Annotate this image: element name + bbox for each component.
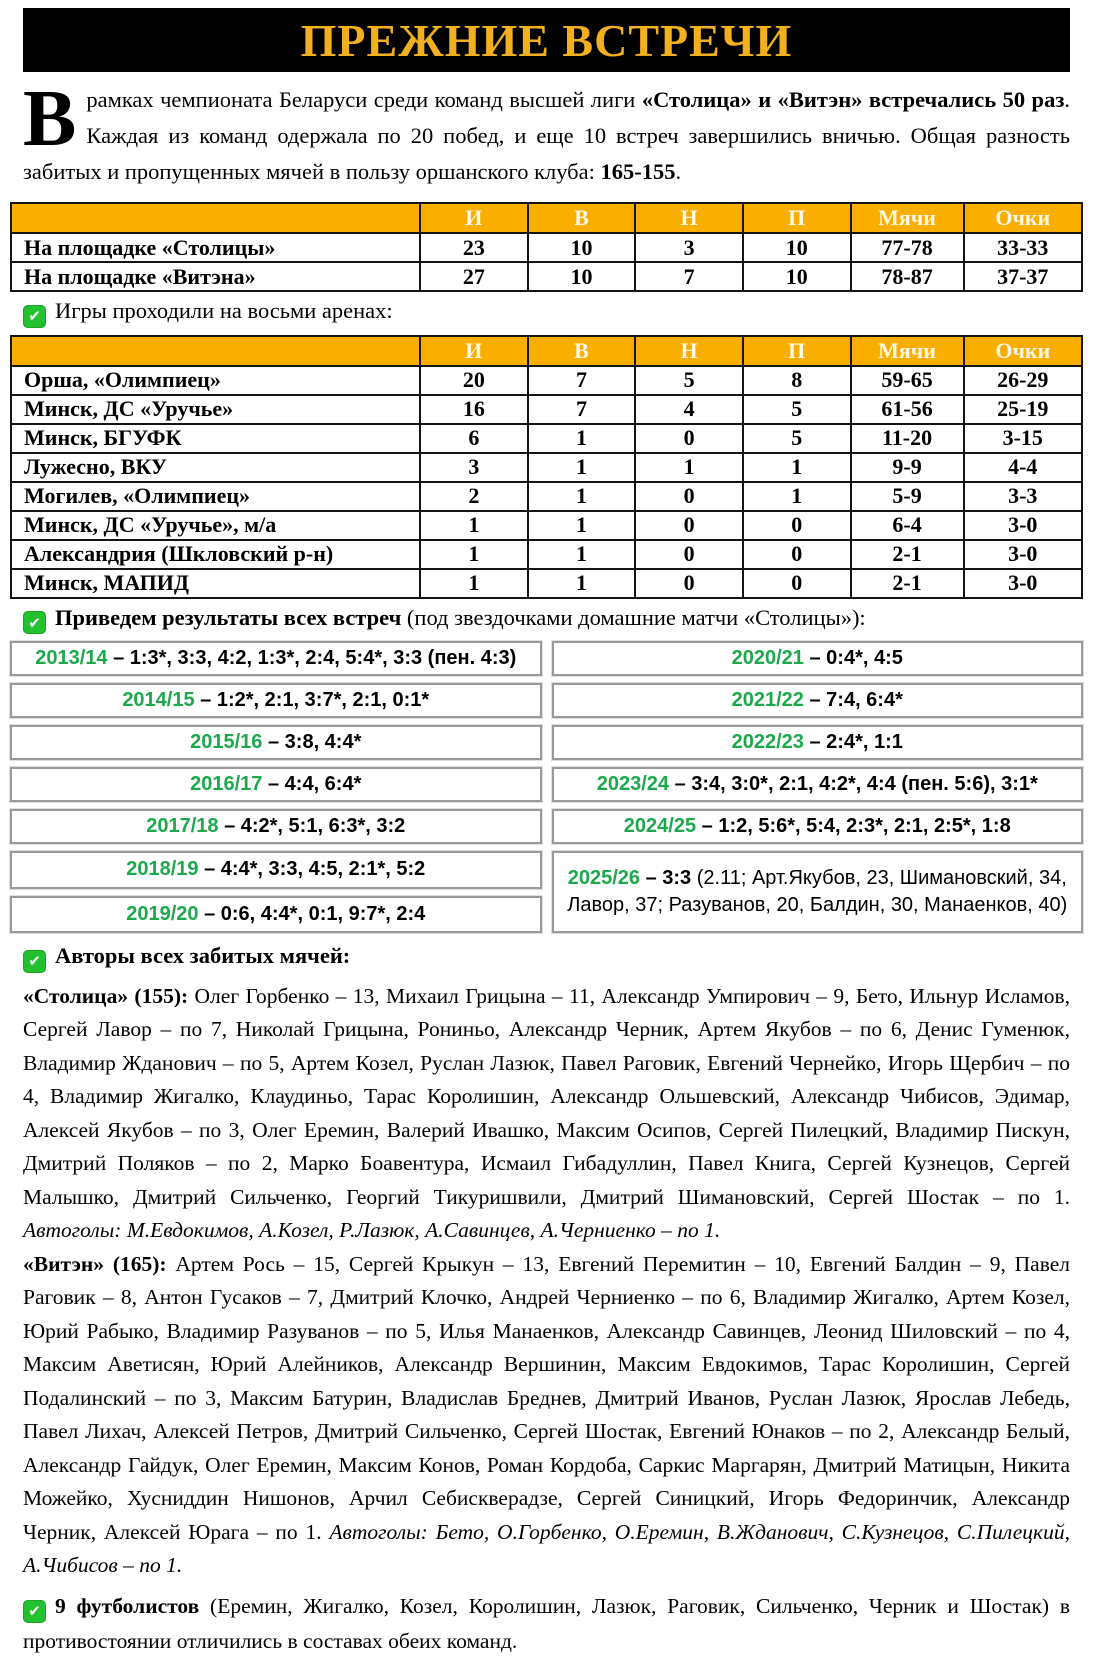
cell: 3-0	[964, 540, 1082, 569]
season-results-grid	[10, 641, 1083, 933]
season-row	[552, 851, 1084, 933]
cell: 7	[528, 395, 636, 424]
table-row	[11, 511, 1082, 540]
cell: 2-1	[851, 540, 964, 569]
table-row	[11, 424, 1082, 453]
both-teams-bold: 9 футболистов	[55, 1593, 200, 1618]
season-scores: – 0:4*, 4:5	[809, 647, 903, 669]
table-row	[11, 395, 1082, 424]
arenas-heading	[23, 298, 1070, 328]
row-label: На площадке «Витэна»	[11, 262, 420, 291]
stolitsa-own-goals: Автоголы: М.Евдокимов, А.Козел, Р.Лазюк, А.Савинцев, А.Черниенко – по 1.	[23, 1218, 721, 1242]
season-column-right	[552, 641, 1084, 933]
season-scores: – 1:3*, 3:3, 4:2, 1:3*, 2:4, 5:4*, 3:3 (пен. 4:3)	[113, 647, 517, 669]
cell: 23	[420, 233, 528, 262]
season-row	[10, 851, 542, 889]
season-label: 2020/21	[731, 647, 804, 669]
season-row	[10, 725, 542, 760]
intro-paragraph	[23, 75, 1070, 190]
cell: 0	[635, 511, 743, 540]
season-scores: – 0:6, 4:4*, 0:1, 9:7*, 2:4	[204, 902, 426, 925]
cell: 3-3	[964, 482, 1082, 511]
row-label: Орша, «Олимпиец»	[11, 366, 420, 395]
cell: 3-0	[964, 511, 1082, 540]
table-row	[11, 262, 1082, 291]
results-heading-bold: Приведем результаты всех встреч	[55, 604, 402, 630]
cell: 1	[528, 453, 636, 482]
cell: 3	[420, 453, 528, 482]
cell: 1	[528, 540, 636, 569]
cell: 1	[528, 482, 636, 511]
check-icon: ✔	[23, 305, 46, 328]
table-row	[11, 540, 1082, 569]
season-label: 2022/23	[731, 731, 804, 753]
h2h-table	[10, 202, 1083, 292]
intro-text-3: .	[675, 159, 682, 184]
row-label: Лужесно, ВКУ	[11, 453, 420, 482]
authors-heading	[23, 943, 1070, 973]
results-heading-rest: (под звездочками домашние матчи «Столицы»):	[406, 604, 866, 630]
season-label: 2024/25	[623, 815, 697, 837]
cell: 1	[743, 453, 851, 482]
header-empty	[11, 336, 420, 366]
season-label: 2016/17	[190, 773, 263, 795]
table-row	[11, 453, 1082, 482]
cell: 78-87	[851, 262, 964, 291]
season-row	[10, 809, 542, 844]
cell: 33-33	[964, 233, 1082, 262]
stolitsa-scorers: Олег Горбенко – 13, Михаил Грицына – 11, Александр Умпирович – 9, Бето, Ильнур Исламов, Сергей Лавор – по 7, Николай Грицына, Рониньо, Александр Черник, Артем Якубов – по 6, Денис Гуменюк, Владимир Жданович – по 5, Артем Козел, Руслан Лазюк, Павел Раговик, Евгений Чернейко, Игорь Щербич – по 4, Владимир Жигалко, Клаудиньо, Тарас Королишин, Александр Ольшевский, Александр Чибисов, Эдимар, Алексей Якубов – по 3, Олег Еремин, Валерий Ивашко, Максим Осипов, Сергей Пилецкий, Владимир Пискун, Дмитрий Поляков – по 2, Марко Боавентура, Исмаил Гибадуллин, Павел Книга, Сергей Кузнецов, Сергей Малышко, Дмитрий Сильченко, Георгий Тикуришвили, Дмитрий Шимановский, Сергей Шостак – по 1.	[23, 983, 1071, 1209]
season-label: 2014/15	[122, 689, 195, 711]
season-column-left	[10, 641, 542, 933]
header-points: Очки	[964, 203, 1082, 233]
cell: 1	[528, 569, 636, 598]
cell: 5	[743, 424, 851, 453]
cell: 0	[635, 424, 743, 453]
cell: 1	[528, 511, 636, 540]
cell: 59-65	[851, 366, 964, 395]
results-heading	[23, 605, 1070, 635]
row-label: Минск, ДС «Уручье»	[11, 395, 420, 424]
row-label: Александрия (Шкловский р-н)	[11, 540, 420, 569]
season-label: 2025/26	[567, 867, 641, 889]
header-games: И	[420, 336, 528, 366]
cell: 10	[528, 233, 636, 262]
season-scores: – 3:4, 3:0*, 2:1, 4:2*, 4:4 (пен. 5:6), 3:1*	[674, 773, 1038, 795]
header-draws: Н	[635, 203, 743, 233]
cell: 6-4	[851, 511, 964, 540]
cell: 61-56	[851, 395, 964, 424]
season-scores: – 2:4*, 1:1	[809, 731, 903, 753]
intro-text-bold-1: «Столица» и «Витэн» встречались 50 раз	[641, 87, 1065, 112]
season-row	[552, 683, 1084, 718]
cell: 26-29	[964, 366, 1082, 395]
season-row	[552, 767, 1084, 802]
row-label: Минск, ДС «Уручье», м/а	[11, 511, 420, 540]
header-wins: В	[528, 203, 636, 233]
season-scores: – 4:4, 6:4*	[267, 773, 362, 795]
season-scores: – 7:4, 6:4*	[809, 689, 903, 711]
table-row	[11, 366, 1082, 395]
season-label: 2013/14	[35, 647, 108, 669]
check-icon: ✔	[23, 1600, 46, 1623]
row-label: Минск, БГУФК	[11, 424, 420, 453]
row-label: Минск, МАПИД	[11, 569, 420, 598]
header-points: Очки	[964, 336, 1082, 366]
cell: 10	[743, 262, 851, 291]
cell: 5	[635, 366, 743, 395]
cell: 4-4	[964, 453, 1082, 482]
check-icon: ✔	[23, 950, 46, 973]
cell: 0	[635, 482, 743, 511]
cell: 16	[420, 395, 528, 424]
arenas-header-row	[11, 336, 1082, 366]
cell: 8	[743, 366, 851, 395]
cell: 6	[420, 424, 528, 453]
cell: 10	[743, 233, 851, 262]
stolitsa-scorers-paragraph	[23, 980, 1070, 1248]
title-banner	[23, 8, 1070, 72]
check-icon: ✔	[23, 611, 46, 634]
header-draws: Н	[635, 336, 743, 366]
cell: 0	[635, 569, 743, 598]
row-label: Могилев, «Олимпиец»	[11, 482, 420, 511]
header-losses: П	[743, 336, 851, 366]
viten-own-goals: Автоголы: Бето, О.Горбенко, О.Еремин, В.Жданович, С.Кузнецов, С.Пилецкий, А.Чибисов – по 1.	[23, 1519, 1070, 1577]
season-scores: – 4:2*, 5:1, 6:3*, 3:2	[224, 815, 406, 837]
arenas-table	[10, 335, 1083, 599]
season-scores: – 4:4*, 3:3, 4:5, 2:1*, 5:2	[204, 858, 426, 881]
season-row	[10, 641, 542, 676]
viten-scorers-paragraph	[23, 1248, 1070, 1583]
intro-text-bold-2: 165-155	[600, 159, 676, 184]
authors-heading-label: Авторы всех забитых мячей:	[55, 943, 351, 968]
cell: 1	[420, 511, 528, 540]
header-goals: Мячи	[851, 336, 964, 366]
season-label: 2019/20	[126, 902, 199, 925]
cell: 77-78	[851, 233, 964, 262]
cell: 2-1	[851, 569, 964, 598]
header-goals: Мячи	[851, 203, 964, 233]
both-teams-rest: (Еремин, Жигалко, Козел, Королишин, Лазюк, Раговик, Сильченко, Черник и Шостак) в противостоянии отличились в составах обеих команд.	[23, 1593, 1071, 1653]
cell: 11-20	[851, 424, 964, 453]
season-scores: – 3:3	[645, 867, 692, 889]
header-losses: П	[743, 203, 851, 233]
cell: 0	[743, 540, 851, 569]
season-scores: – 1:2*, 2:1, 3:7*, 2:1, 0:1*	[200, 689, 430, 711]
header-games: И	[420, 203, 528, 233]
h2h-header-row	[11, 203, 1082, 233]
viten-scorers: Артем Рось – 15, Сергей Крыкун – 13, Евгений Перемитин – 10, Евгений Балдин – 9, Павел Раговик – 8, Антон Гусаков – 7, Дмитрий Клочко, Андрей Черниенко – по 6, Владимир Жигалко, Артем Козел, Юрий Рабыко, Владимир Разуванов – по 5, Илья Манаенков, Александр Савинцев, Леонид Шиловский – по 4, Максим Аветисян, Юрий Алейников, Александр Вершинин, Максим Евдокимов, Тарас Королишин, Сергей Подалинский – по 3, Максим Батурин, Владислав Бреднев, Дмитрий Иванов, Руслан Лазюк, Ярослав Лебедь, Павел Лихач, Алексей Петров, Дмитрий Сильченко, Сергей Шостак, Евгений Юнаков – по 2, Александр Белый, Александр Гайдук, Олег Еремин, Максим Конов, Роман Кордоба, Саркис Маргарян, Дмитрий Матицын, Никита Можейко, Хусниддин Нишонов, Арчил Себискверадзе, Сергей Синицкий, Игорь Федоринчик, Александр Черник, Алексей Юрага – по 1.	[23, 1251, 1071, 1544]
cell: 27	[420, 262, 528, 291]
season-scores: – 1:2, 5:6*, 5:4, 2:3*, 2:1, 2:5*, 1:8	[701, 815, 1011, 837]
season-scores: – 3:8, 4:4*	[267, 731, 362, 753]
cell: 20	[420, 366, 528, 395]
season-row	[552, 809, 1084, 844]
arenas-heading-label: Игры проходили на восьми аренах:	[55, 298, 393, 323]
season-label: 2021/22	[731, 689, 804, 711]
cell: 0	[743, 511, 851, 540]
season-row	[552, 641, 1084, 676]
viten-lead: «Витэн» (165):	[23, 1251, 167, 1276]
table-row	[11, 569, 1082, 598]
cell: 3-15	[964, 424, 1082, 453]
cell: 1	[420, 569, 528, 598]
cell: 0	[635, 540, 743, 569]
season-label: 2015/16	[190, 731, 263, 753]
cell: 3	[635, 233, 743, 262]
season-row	[10, 896, 542, 934]
season-row	[10, 683, 542, 718]
intro-text-2: . Каждая из команд одержала по 20 побед, и еще 10 встреч завершились вничью. Общая разность забитых и пропущенных мячей в пользу оршанского клуба:	[23, 87, 1070, 184]
cell: 2	[420, 482, 528, 511]
cell: 37-37	[964, 262, 1082, 291]
header-wins: В	[528, 336, 636, 366]
page-title: ПРЕЖНИЕ ВСТРЕЧИ	[300, 14, 793, 66]
intro-text-1: рамках чемпионата Беларуси среди команд высшей лиги	[86, 87, 642, 112]
season-note: (2.11; Арт.Якубов, 23, Шимановский, 34, Лавор, 37; Разуванов, 20, Балдин, 30, Манаенков, 40)	[567, 867, 1068, 916]
table-row	[11, 482, 1082, 511]
cell: 3-0	[964, 569, 1082, 598]
cell: 25-19	[964, 395, 1082, 424]
cell: 4	[635, 395, 743, 424]
cell: 10	[528, 262, 636, 291]
season-label: 2018/19	[126, 858, 199, 881]
cell: 1	[743, 482, 851, 511]
season-label: 2023/24	[596, 773, 669, 795]
cell: 7	[528, 366, 636, 395]
season-row	[552, 725, 1084, 760]
cell: 1	[528, 424, 636, 453]
season-label: 2017/18	[146, 815, 219, 837]
stolitsa-lead: «Столица» (155):	[23, 983, 189, 1008]
table-row	[11, 233, 1082, 262]
row-label: На площадке «Столицы»	[11, 233, 420, 262]
cell: 0	[743, 569, 851, 598]
dropcap: В	[23, 75, 77, 163]
cell: 5-9	[851, 482, 964, 511]
cell: 5	[743, 395, 851, 424]
season-row	[10, 767, 542, 802]
cell: 1	[420, 540, 528, 569]
cell: 9-9	[851, 453, 964, 482]
cell: 7	[635, 262, 743, 291]
both-teams-paragraph	[23, 1589, 1070, 1659]
cell: 1	[635, 453, 743, 482]
header-empty	[11, 203, 420, 233]
